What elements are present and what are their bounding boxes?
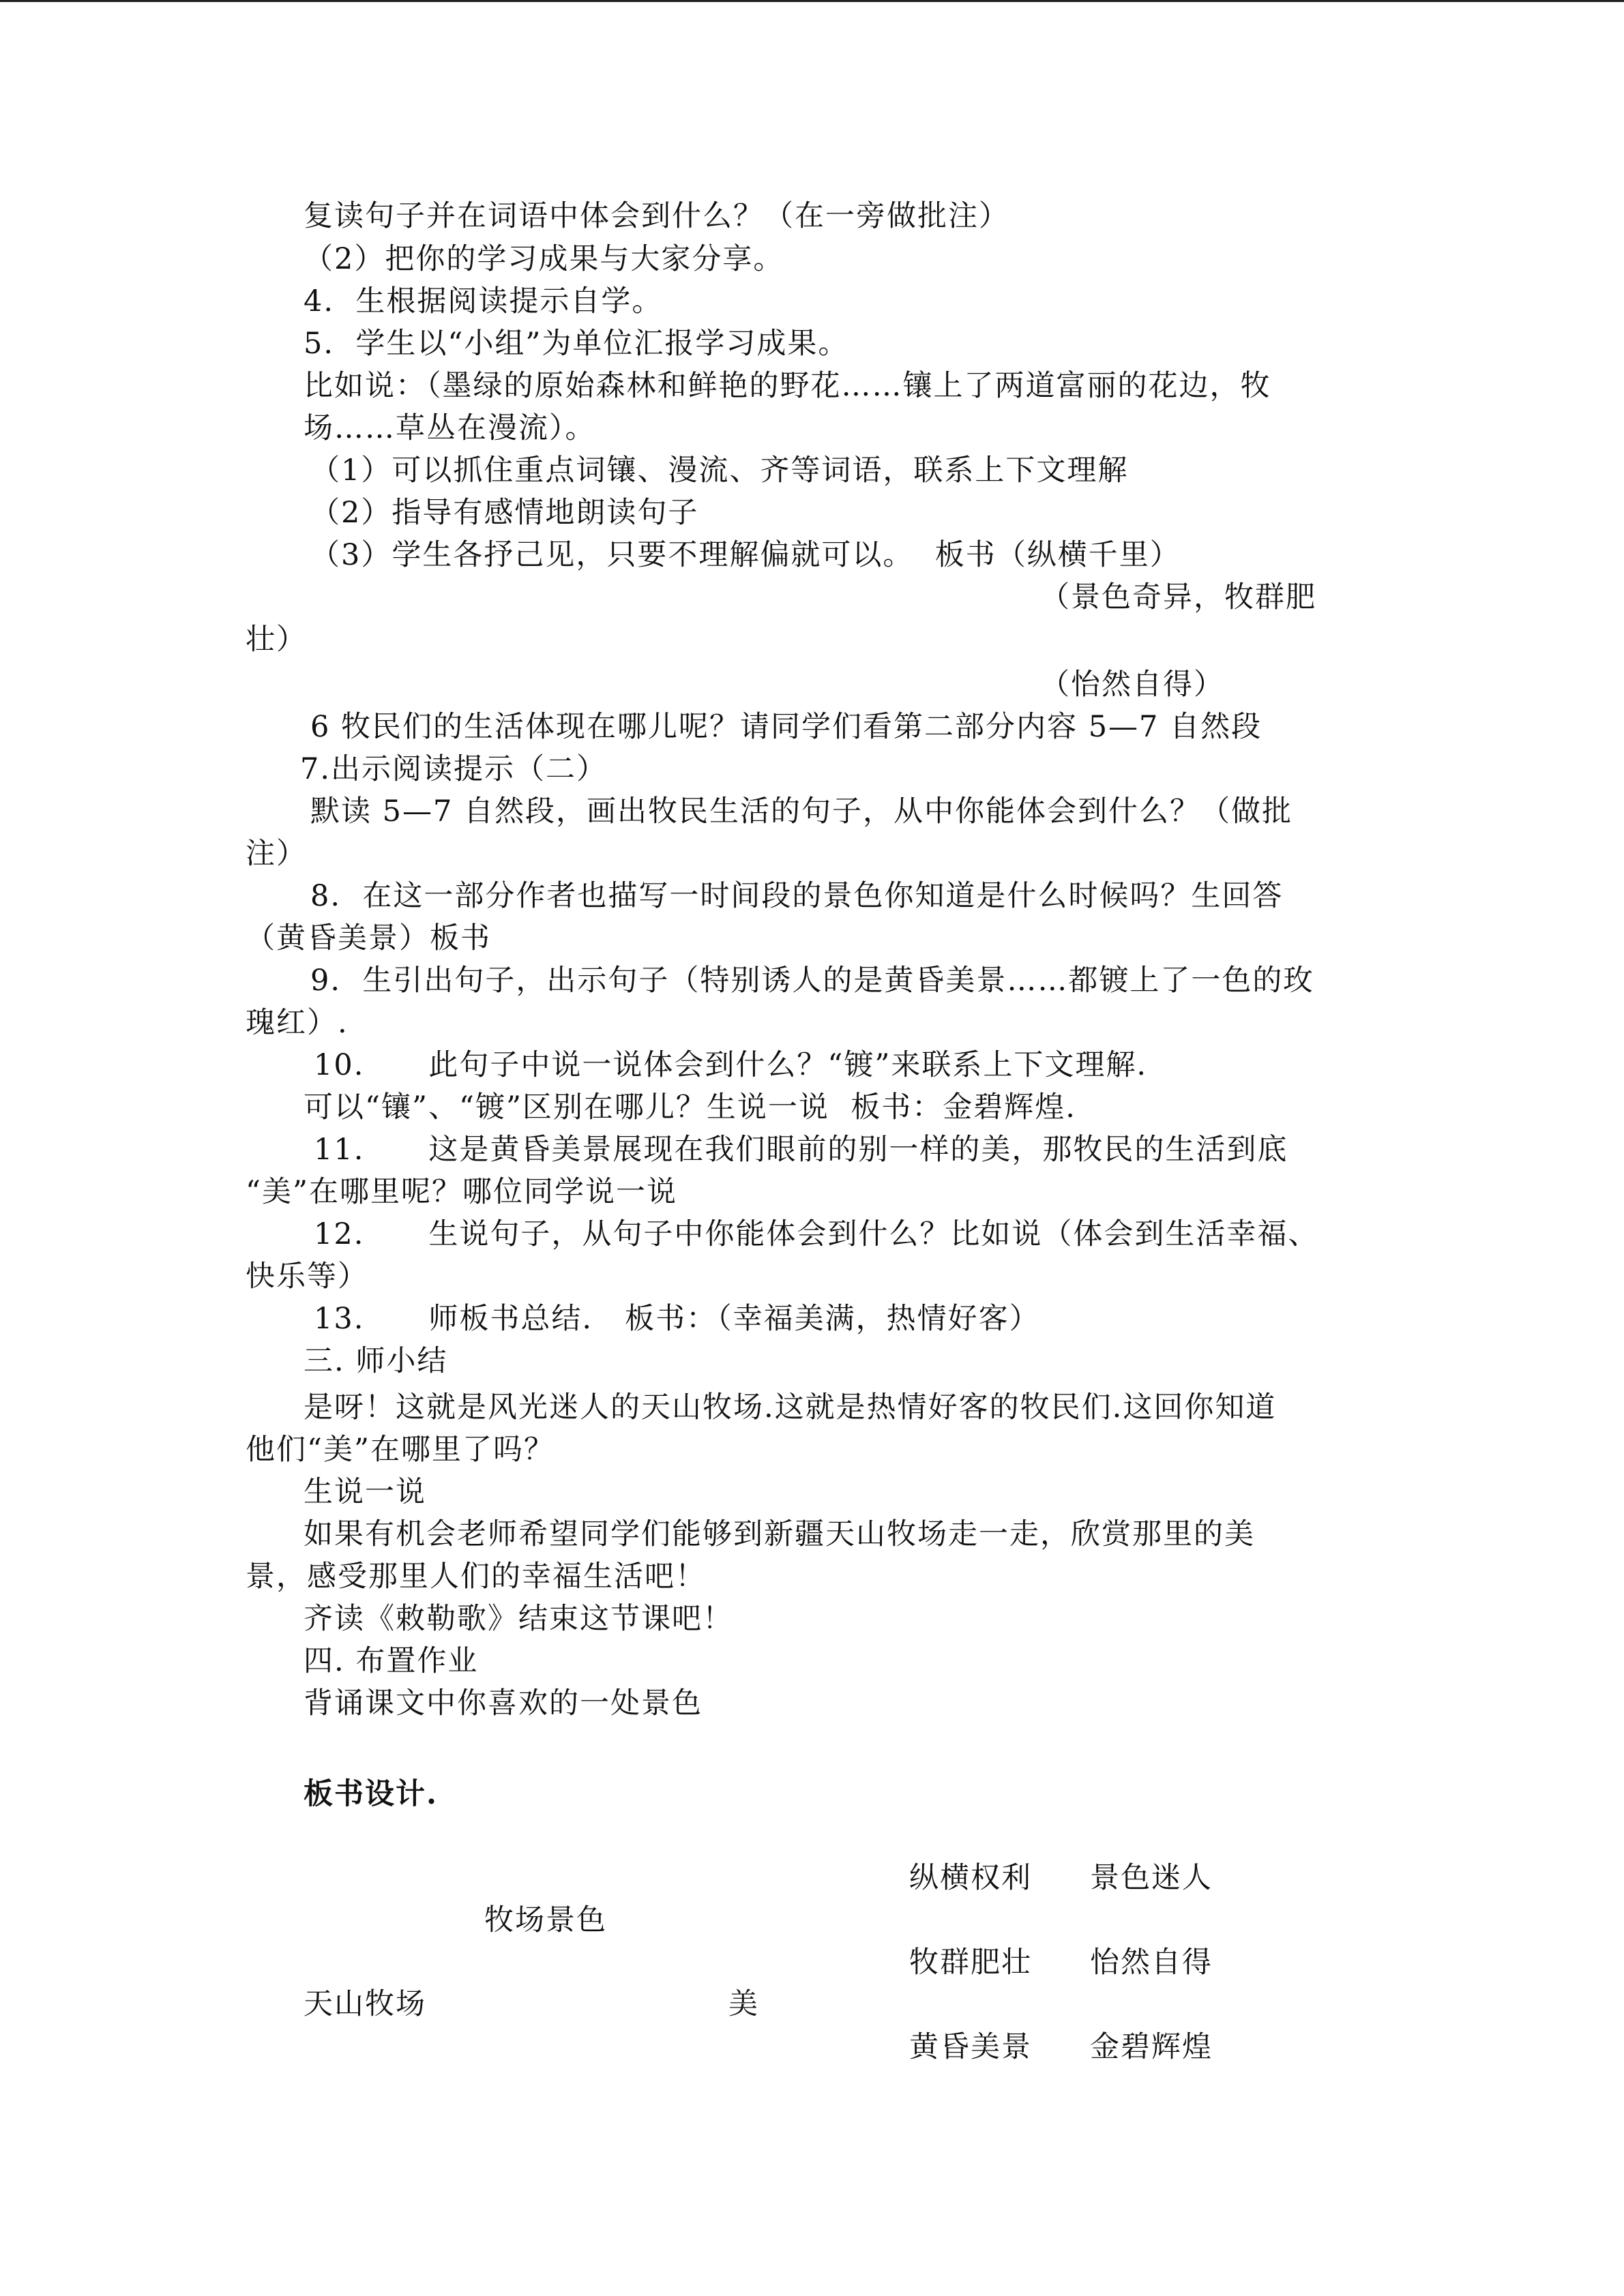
text-line: 背诵课文中你喜欢的一处景色 — [304, 1686, 703, 1720]
text-line: “美”在哪里呢？哪位同学说一说 — [246, 1175, 677, 1209]
board-row-left: 纵横权利 — [909, 1861, 1032, 1895]
text-line: 复读句子并在词语中体会到什么？（在一旁做批注） — [304, 199, 1009, 233]
board-row-right: 金碧辉煌 — [1090, 2030, 1213, 2064]
board-beauty-label: 美 — [728, 1987, 759, 2021]
text-line: 5. 学生以“小组”为单位汇报学习成果。 — [304, 327, 849, 361]
text-line: 快乐等） — [246, 1259, 368, 1294]
text-line: （怡然自得） — [1040, 668, 1224, 702]
text-line: 6 牧民们的生活体现在哪儿呢？请同学们看第二部分内容 5—7 自然段 — [310, 710, 1263, 744]
text-line: （景色奇异，牧群肥 — [1040, 580, 1316, 614]
text-line: （2）指导有感情地朗读句子 — [310, 496, 699, 530]
board-design-title: 板书设计. — [304, 1777, 438, 1811]
text-line: 11. 这是黄昏美景展现在我们眼前的别一样的美，那牧民的生活到底 — [314, 1133, 1288, 1167]
text-line: 10. 此句子中说一说体会到什么？“镀”来联系上下文理解. — [314, 1048, 1148, 1082]
text-line: 8. 在这一部分作者也描写一时间段的景色你知道是什么时候吗？生回答 — [310, 879, 1284, 913]
board-row-left: 黄昏美景 — [909, 2030, 1032, 2064]
text-line: 三. 师小结 — [304, 1344, 448, 1378]
text-line: 注） — [246, 837, 307, 871]
text-line: （3）学生各抒己见，只要不理解偏就可以。 板书（纵横千里） — [310, 538, 1181, 572]
text-line: 壮） — [246, 623, 307, 657]
board-scene-label: 牧场景色 — [484, 1903, 607, 1937]
text-line: （2）把你的学习成果与大家分享。 — [304, 242, 784, 276]
board-root-label: 天山牧场 — [304, 1987, 426, 2021]
text-line: 比如说：（墨绿的原始森林和鲜艳的野花……镶上了两道富丽的花边，牧 — [304, 369, 1271, 403]
text-line: 四. 布置作业 — [304, 1644, 479, 1678]
text-line: 齐读《敕勒歌》结束这节课吧！ — [304, 1602, 733, 1636]
board-row-right: 怡然自得 — [1090, 1945, 1213, 1980]
text-line: 13. 师板书总结. 板书：（幸福美满，热情好客） — [314, 1302, 1040, 1336]
text-line: 瑰红）. — [246, 1006, 349, 1040]
text-line: 生说一说 — [304, 1475, 426, 1509]
text-line: 是呀！这就是风光迷人的天山牧场.这就是热情好客的牧民们.这回你知道 — [304, 1390, 1277, 1425]
text-line: 可以“镶”、“镀”区别在哪儿？生说一说 板书：金碧辉煌. — [304, 1090, 1076, 1124]
text-line: 景，感受那里人们的幸福生活吧！ — [246, 1560, 706, 1594]
board-row-left: 牧群肥壮 — [909, 1945, 1032, 1980]
text-line: 12. 生说句子，从句子中你能体会到什么？比如说（体会到生活幸福、 — [314, 1217, 1319, 1251]
text-line: 9. 生引出句子，出示句子（特别诱人的是黄昏美景……都镀上了一色的玫 — [310, 964, 1314, 998]
text-line: 他们“美”在哪里了吗？ — [246, 1433, 555, 1467]
text-line: 7.出示阅读提示（二） — [300, 752, 608, 786]
text-line: 如果有机会老师希望同学们能够到新疆天山牧场走一走，欣赏那里的美 — [304, 1517, 1255, 1551]
text-line: 4. 生根据阅读提示自学。 — [304, 284, 663, 318]
text-line: （黄昏美景）板书 — [246, 921, 491, 955]
page-top-border — [0, 0, 1624, 2]
board-row-right: 景色迷人 — [1090, 1861, 1213, 1895]
text-line: （1）可以抓住重点词镶、漫流、齐等词语，联系上下文理解 — [310, 453, 1129, 488]
text-line: 场……草丛在漫流）。 — [304, 411, 596, 445]
text-line: 默读 5—7 自然段，画出牧民生活的句子，从中你能体会到什么？（做批 — [310, 794, 1293, 829]
